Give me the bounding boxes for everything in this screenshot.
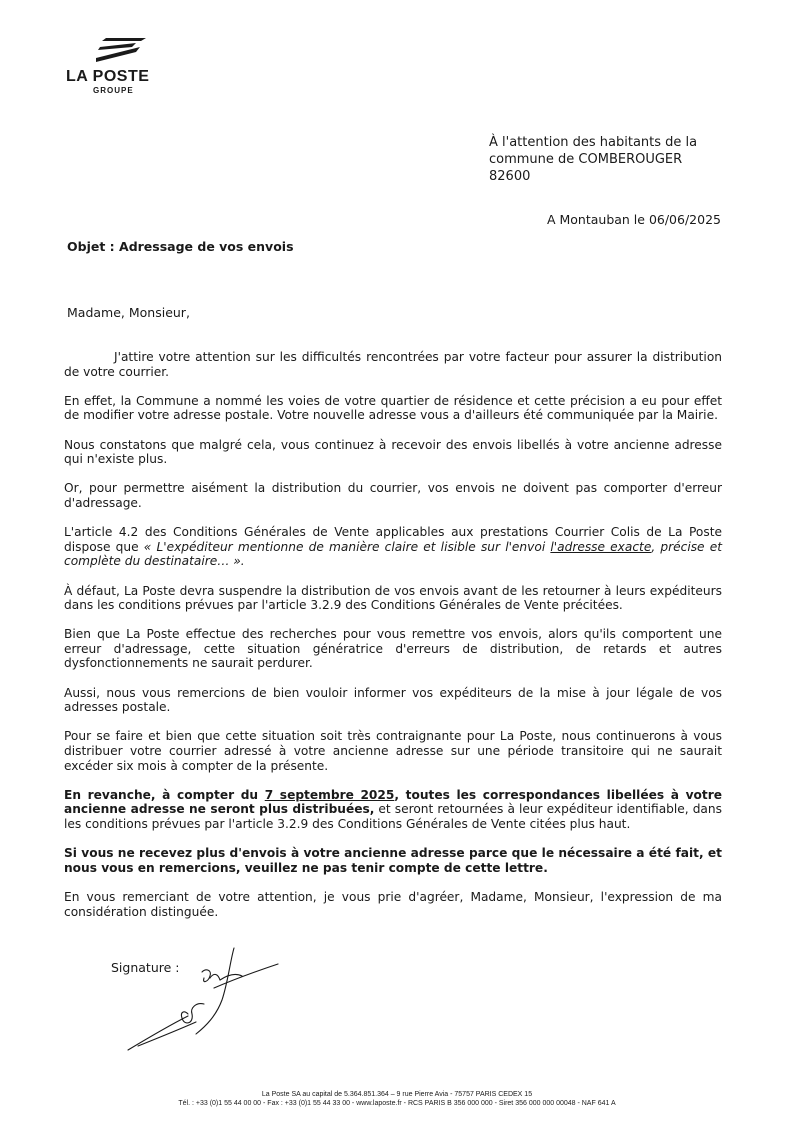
recipient-line-3: 82600 bbox=[489, 169, 531, 184]
paragraph-10-bold: , toutes les correspondances libellées à votre ancienne adresse ne seront plus distribuées, bbox=[64, 787, 722, 817]
paragraph-3: Nous constatons que malgré cela, vous continuez à recevoir des envois libellés à votre ancienne adresse qui n'existe plus. bbox=[64, 437, 722, 467]
paragraph-10-rest: et seront retournées à leur expéditeur identifiable, dans les conditions prévues par l'article 3.2.9 des Conditions Générales de Vente citées plus haut. bbox=[64, 802, 722, 831]
paragraph-8: Aussi, nous vous remercions de bien vouloir informer vos expéditeurs de la mise à jour légale de vos adresses postale. bbox=[64, 685, 722, 715]
footer-line-1: La Poste SA au capital de 5.364.851.364 – 9 rue Pierre Avia - 75757 PARIS CEDEX 15 bbox=[261, 1091, 533, 1098]
la-poste-wing-icon bbox=[96, 38, 148, 68]
paragraph-10-date: 7 septembre 2025 bbox=[264, 787, 395, 802]
paragraph-9: Pour se faire et bien que cette situation soit très contraignante pour La Poste, nous continuerons à vous distribuer votre courrier adressé à votre ancienne adresse sur une période transitoire qui ne saurait excéder six mois à compter de la présente. bbox=[64, 729, 722, 773]
paragraph-5-quote: « L'expéditeur mentionne de manière claire et lisible sur l'envoi bbox=[143, 539, 551, 554]
paragraph-2: En effet, la Commune a nommé les voies de votre quartier de résidence et cette précision a eu pour effet de modifier votre adresse postale. Votre nouvelle adresse vous a d'ailleurs été communiquée par la Mairie. bbox=[64, 393, 722, 423]
paragraph-5-quote-end: , précise et complète du destinataire… ». bbox=[64, 539, 722, 569]
paragraph-7: Bien que La Poste effectue des recherches pour vous remettre vos envois, alors qu'ils comportent une erreur d'adressage, cette situation génératrice d'erreurs de distribution, de retards et autres dysfonctionnements ne saurait perdurer. bbox=[64, 627, 722, 671]
logo-name: LA POSTE bbox=[66, 68, 150, 85]
letter-body bbox=[64, 350, 722, 934]
paragraph-12: En vous remerciant de votre attention, je vous prie d'agréer, Madame, Monsieur, l'expression de ma considération distinguée. bbox=[64, 889, 722, 919]
paragraph-5-intro: L'article 4.2 des Conditions Générales de Vente applicables aux prestations Courrier Colis de La Poste dispose que bbox=[64, 525, 722, 554]
paragraph-5-quote-underlined: l'adresse exacte bbox=[550, 539, 652, 554]
handwritten-signature-icon bbox=[118, 942, 288, 1052]
paragraph-10 bbox=[64, 788, 722, 832]
recipient-line-1: À l'attention des habitants de la bbox=[489, 135, 698, 150]
paragraph-5 bbox=[64, 525, 722, 569]
paragraph-10-lead: En revanche, à compter du bbox=[64, 787, 265, 802]
paragraph-11: Si vous ne recevez plus d'envois à votre ancienne adresse parce que le nécessaire a été fait, et nous vous en remercions, veuillez ne pas tenir compte de cette lettre. bbox=[64, 846, 722, 875]
signature-label: Signature : bbox=[111, 960, 180, 975]
letter-subject: Objet : Adressage de vos envois bbox=[67, 239, 294, 254]
footer bbox=[0, 1090, 794, 1108]
footer-line-2: Tél. : +33 (0)1 55 44 00 00 - Fax : +33 (0)1 55 44 33 00 - www.laposte.fr - RCS PARIS B 356 000 000 - Siret 356 000 000 00048 - NAF 641 A bbox=[178, 1100, 616, 1107]
paragraph-4: Or, pour permettre aisément la distribution du courrier, vos envois ne doivent pas comporter d'erreur d'adressage. bbox=[64, 481, 722, 510]
place-date: A Montauban le 06/06/2025 bbox=[546, 212, 721, 227]
recipient-block bbox=[489, 134, 749, 185]
logo-subtitle: GROUPE bbox=[93, 85, 134, 95]
salutation: Madame, Monsieur, bbox=[67, 305, 190, 320]
la-poste-logo bbox=[66, 38, 176, 98]
paragraph-1: J'attire votre attention sur les difficultés rencontrées par votre facteur pour assurer la distribution de votre courrier. bbox=[64, 350, 722, 379]
recipient-line-2: commune de COMBEROUGER bbox=[489, 152, 683, 167]
paragraph-6: À défaut, La Poste devra suspendre la distribution de vos envois avant de les retourner à leurs expéditeurs dans les conditions prévues par l'article 3.2.9 des Conditions Générales de Vente précitées. bbox=[64, 583, 722, 613]
